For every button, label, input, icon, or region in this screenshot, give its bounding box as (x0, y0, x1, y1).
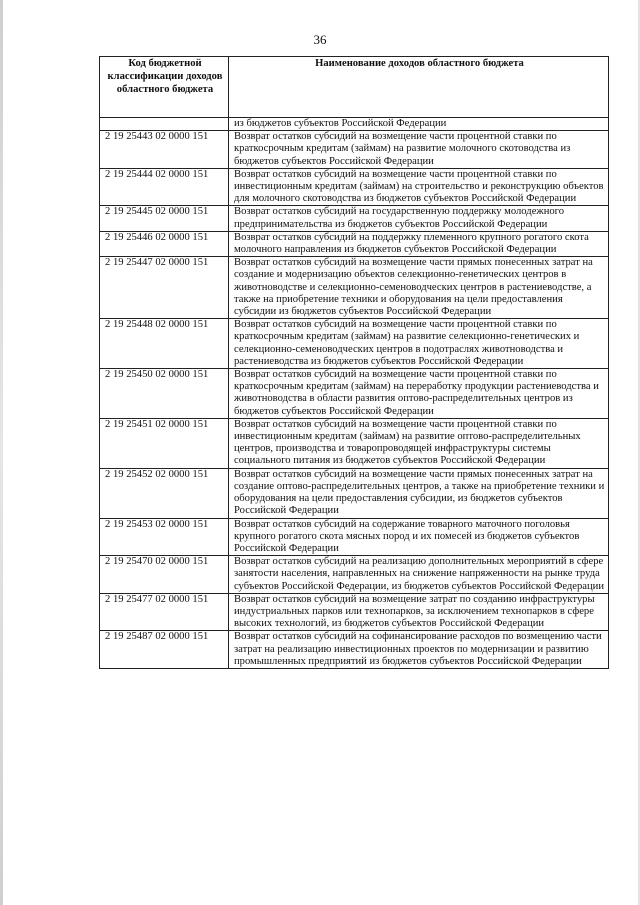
table-row (100, 518, 609, 556)
continuation-text: из бюджетов субъектов Российской Федерации (229, 118, 609, 131)
table-row (100, 369, 609, 419)
table-row (100, 131, 609, 169)
revenue-name: Возврат остатков субсидий на возмещение части процентной ставки по краткосрочным кредитам (займам) на развитие молочного скотоводства из бюджетов субъектов Российской Федерации (229, 131, 609, 169)
revenue-name: Возврат остатков субсидий на возмещение части прямых понесенных затрат на создание оптово-распределительных центров, а также на приобретение техники и оборудования на цели предоставления субсидии, из бюджетов субъектов Российской Федерации (229, 468, 609, 518)
budget-code: 2 19 25445 02 0000 151 (100, 206, 229, 231)
table-row (100, 168, 609, 206)
budget-code: 2 19 25487 02 0000 151 (100, 631, 229, 669)
budget-code: 2 19 25477 02 0000 151 (100, 593, 229, 631)
budget-classification-table (99, 56, 609, 669)
header-code: Код бюджетной классификации доходов областного бюджета (100, 57, 229, 118)
budget-code: 2 19 25448 02 0000 151 (100, 319, 229, 369)
budget-code: 2 19 25452 02 0000 151 (100, 468, 229, 518)
table-row (100, 231, 609, 256)
budget-code: 2 19 25443 02 0000 151 (100, 131, 229, 169)
continuation-row (100, 118, 609, 131)
header-name: Наименование доходов областного бюджета (229, 57, 609, 118)
revenue-name: Возврат остатков субсидий на софинансирование расходов по возмещению части затрат на реализацию инвестиционных проектов по модернизации и развитию промышленных предприятий из бюджетов субъектов Российской Федерации (229, 631, 609, 669)
budget-code: 2 19 25451 02 0000 151 (100, 418, 229, 468)
page-number: 36 (313, 32, 327, 47)
revenue-name: Возврат остатков субсидий на возмещение затрат по созданию инфраструктуры индустриальных парков или технопарков, за исключением технопарков в сфере высоких технологий, из бюджетов субъектов Российской Федерации (229, 593, 609, 631)
revenue-name: Возврат остатков субсидий на содержание товарного маточного поголовья крупного рогатого скота мясных пород и их помесей из бюджетов субъектов Российской Федерации (229, 518, 609, 556)
scan-edge-left (0, 0, 3, 905)
budget-code: 2 19 25450 02 0000 151 (100, 369, 229, 419)
table-row (100, 418, 609, 468)
revenue-name: Возврат остатков субсидий на поддержку племенного крупного рогатого скота молочного направления из бюджетов субъектов Российской Федерации (229, 231, 609, 256)
table-header-row (100, 57, 609, 118)
budget-code: 2 19 25470 02 0000 151 (100, 556, 229, 594)
budget-code: 2 19 25453 02 0000 151 (100, 518, 229, 556)
table-row (100, 593, 609, 631)
budget-code: 2 19 25444 02 0000 151 (100, 168, 229, 206)
revenue-name: Возврат остатков субсидий на возмещение части процентной ставки по краткосрочным кредитам (займам) на развитие селекционно-генетических и селекционно-семеноводческих центров в подотраслях животноводства и растениеводства из бюджетов субъектов Российской Федерации (229, 319, 609, 369)
table-row (100, 631, 609, 669)
revenue-name: Возврат остатков субсидий на реализацию дополнительных мероприятий в сфере занятости населения, направленных на снижение напряженности на рынке труда субъектов Российской Федерации, из бюджетов субъектов Российской Федерации (229, 556, 609, 594)
table-row (100, 319, 609, 369)
table-row (100, 556, 609, 594)
revenue-name: Возврат остатков субсидий на возмещение части процентной ставки по инвестиционным кредитам (займам) на строительство и реконструкцию объектов для молочного скотоводства из бюджетов субъектов Российской Федерации (229, 168, 609, 206)
revenue-name: Возврат остатков субсидий на возмещение части процентной ставки по инвестиционным кредитам (займам) на развитие оптово-распределительных центров, производства и товаропроводящей инфраструктуры системы социального питания из бюджетов субъектов Российской Федерации (229, 418, 609, 468)
table-row (100, 468, 609, 518)
continuation-code-cell (100, 118, 229, 131)
budget-code: 2 19 25446 02 0000 151 (100, 231, 229, 256)
revenue-name: Возврат остатков субсидий на возмещение части процентной ставки по краткосрочным кредитам (займам) на переработку продукции растениеводства и животноводства в области развития оптово-распределительных центров из бюджетов субъектов Российской Федерации (229, 369, 609, 419)
revenue-name: Возврат остатков субсидий на государственную поддержку молодежного предпринимательства из бюджетов субъектов Российской Федерации (229, 206, 609, 231)
table-row (100, 257, 609, 319)
budget-code: 2 19 25447 02 0000 151 (100, 257, 229, 319)
revenue-name: Возврат остатков субсидий на возмещение части прямых понесенных затрат на создание и модернизацию объектов селекционно-генетических центров в животноводстве и селекционно-семеноводческих центров в растениеводстве, а также на приобретение техники и оборудования на цели предоставления субсидии из бюджетов субъектов Российской Федерации (229, 257, 609, 319)
table-row (100, 206, 609, 231)
